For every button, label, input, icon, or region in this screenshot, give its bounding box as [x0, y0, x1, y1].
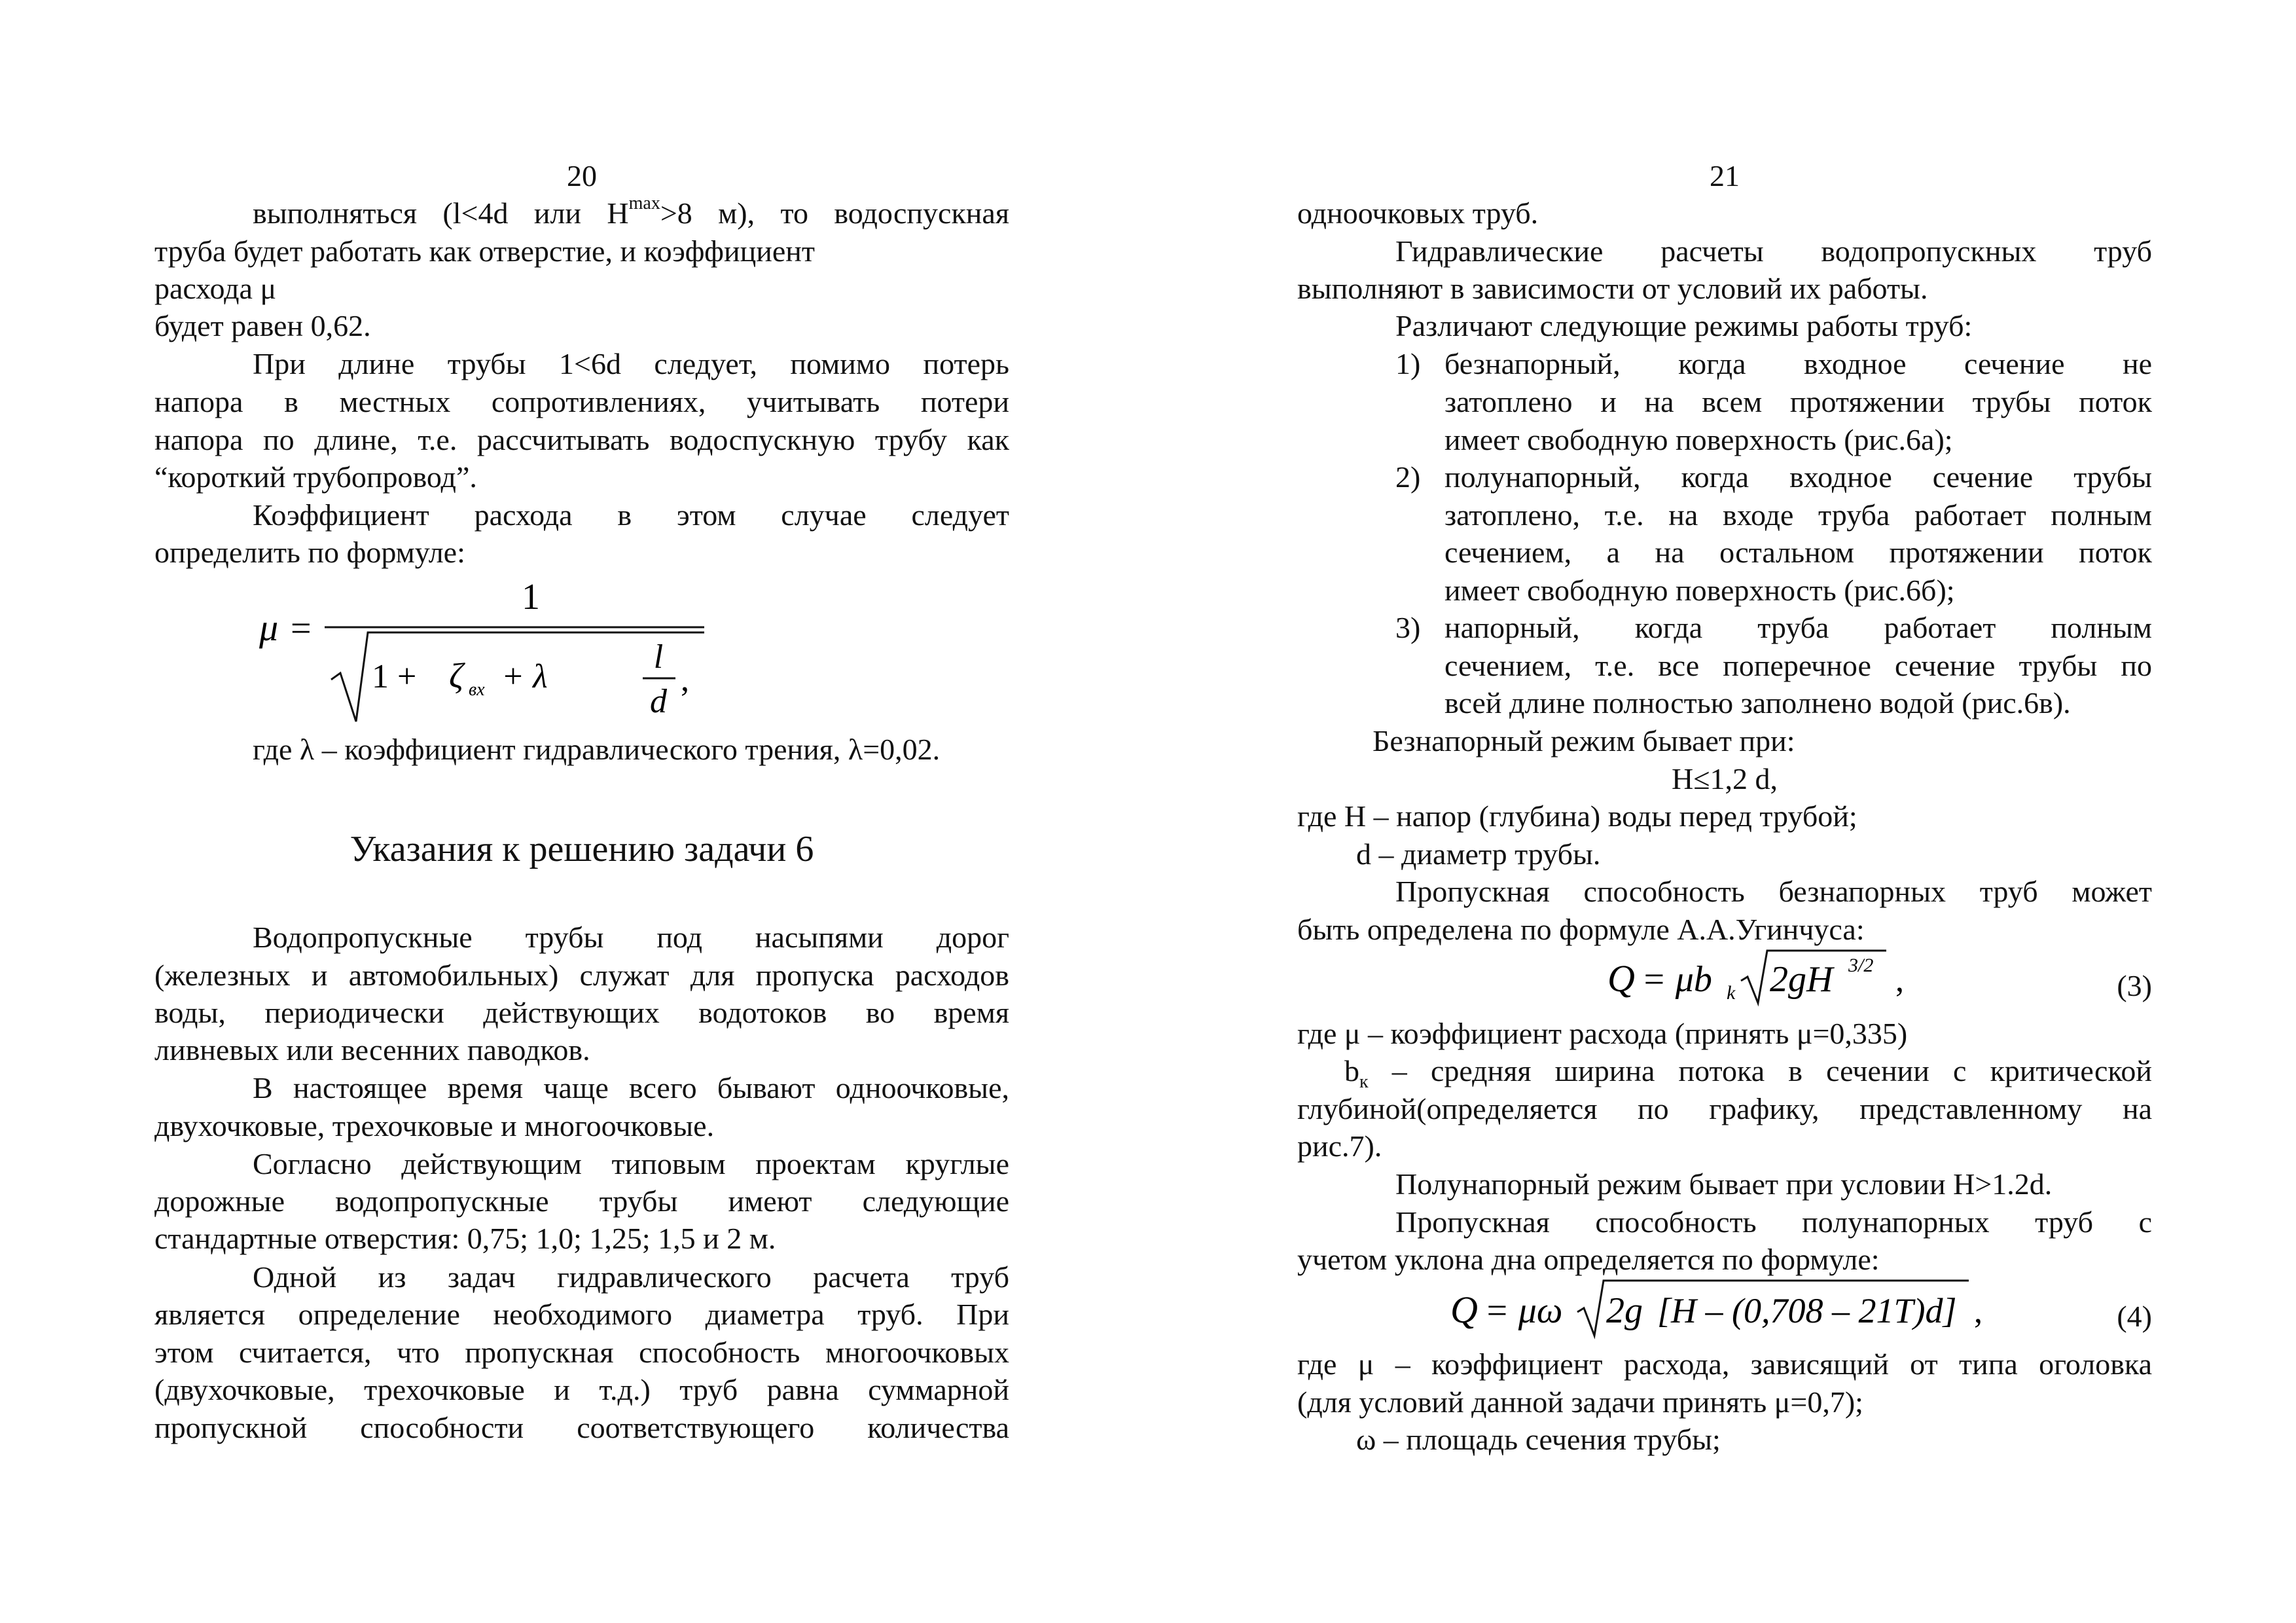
page-number-left: 20 — [567, 159, 597, 192]
text-line: напора по длине, т.е. рассчитывать водоспускную трубу как — [154, 423, 1009, 456]
list-item-line: затоплено и на всем протяжении трубы поток — [1444, 385, 2152, 418]
text-line: одноочковых труб. — [1297, 196, 1539, 230]
list-number: 2) — [1395, 460, 1421, 494]
formula-mu-zeta: ζ — [449, 656, 463, 695]
text-line: определить по формуле: — [154, 536, 465, 569]
text-line: воды, периодически действующих водотоков во время — [154, 996, 1009, 1029]
formula-3-rhs: = μb — [1641, 959, 1712, 1000]
text-line: Одной из задач гидравлического расчета труб — [253, 1260, 1009, 1294]
text-line: глубиной(определяется по графику, представленному на — [1297, 1092, 2152, 1125]
formula-3-sub: k — [1727, 982, 1736, 1004]
list-item-line: полунапорный, когда входное сечение трубы — [1444, 460, 2152, 494]
formula-4-bracket: [H – (0,708 – 21T)d] — [1657, 1291, 1957, 1330]
text-line: где μ – коэффициент расхода, зависящий от типа оголовка — [1297, 1347, 2152, 1381]
text-line: При длине трубы 1<6d следует, помимо потерь — [253, 347, 1009, 380]
formula-3-rad: 2gH — [1770, 959, 1833, 1000]
formula-3-lhs: Q — [1607, 957, 1635, 1000]
text-line: (железных и автомобильных) служат для пропуска расходов — [154, 958, 1009, 992]
text-line: ливневых или весенних паводков. — [154, 1033, 590, 1067]
right-page — [1297, 0, 2152, 1623]
formula-4-rad: 2g — [1606, 1290, 1643, 1331]
condition: H≤1,2 d, — [1672, 762, 1778, 795]
text-line: Водопропускные трубы под насыпями дорог — [253, 921, 1009, 954]
formula-mu-lhs: μ — [259, 606, 279, 649]
text-line: d – диаметр трубы. — [1356, 837, 1601, 871]
formula-mu — [253, 570, 724, 733]
text-line: является определение необходимого диаметра труб. При — [154, 1298, 1009, 1331]
equation-number: (3) — [2117, 969, 2152, 1002]
text-line: выполняют в зависимости от условий их работы. — [1297, 272, 1928, 305]
text-line: выполняться (l<4d или $H^{max}>8$ м), то водоспускная — [253, 193, 1009, 230]
text-line: двухочковые, трехочковые и многоочковые. — [154, 1109, 715, 1142]
text-line: “короткий трубопровод”. — [154, 460, 477, 494]
page-number-right: 21 — [1710, 159, 1740, 192]
formula-mu-comma: , — [681, 661, 689, 699]
text-line: Коэффициент расхода в этом случае следует — [253, 498, 1009, 532]
text-line: Различают следующие режимы работы труб: — [1395, 309, 1973, 342]
text-line: Согласно действующим типовым проектам круглые — [253, 1147, 1009, 1180]
formula-4 — [1448, 1270, 2037, 1342]
section-heading: Указания к решению задачи 6 — [350, 829, 814, 869]
text-line: расхода μ — [154, 272, 277, 305]
formula-mu-plus-lambda: + λ — [501, 658, 548, 695]
formula-mu-d: d — [650, 683, 667, 720]
text-line: Пропускная способность безнапорных труб может — [1395, 875, 2152, 908]
list-item-line: сечением, а на остальном протяжении поток — [1444, 536, 2152, 569]
formula-4-eq: = μω — [1484, 1290, 1563, 1331]
list-number: 3) — [1395, 611, 1421, 644]
text-line: рис.7). — [1297, 1129, 1382, 1163]
text-line: пропускной способности соответствующего количества — [154, 1411, 1009, 1444]
list-item-line: безнапорный, когда входное сечение не — [1444, 347, 2152, 380]
formula-3 — [1605, 941, 1919, 1007]
text-line: напора в местных сопротивлениях, учитывать потери — [154, 385, 1009, 418]
text-line: Полунапорный режим бывает при условии H>1.2d. — [1395, 1167, 2053, 1201]
list-item-line: имеет свободную поверхность (рис.6б); — [1444, 574, 1955, 607]
text-line: дорожные водопропускные трубы имеют следующие — [154, 1184, 1009, 1218]
text-line: В настоящее время чаще всего бывают одноочковые, — [253, 1071, 1009, 1104]
text-line: этом считается, что пропускная способность многоочковых — [154, 1336, 1009, 1369]
text-line: Безнапорный режим бывает при: — [1372, 724, 1795, 757]
list-item-line: затоплено, т.е. на входе труба работает полным — [1444, 498, 2152, 532]
text-line: ω – площадь сечения трубы; — [1356, 1423, 1721, 1456]
text-line: (для условий данной задачи принять μ=0,7); — [1297, 1385, 1863, 1419]
text-line: (двухочковые, трехочковые и т.д.) труб равна суммарной — [154, 1373, 1009, 1406]
formula-3-comma: , — [1895, 962, 1904, 999]
formula-mu-eq: = — [291, 608, 312, 649]
formula-4-lhs: Q — [1450, 1288, 1478, 1331]
formula-mu-numerator: 1 — [522, 577, 540, 617]
text-line: $b_к$ – средняя ширина потока в сечении с критической — [1344, 1054, 2152, 1093]
text-line: стандартные отверстия: 0,75; 1,0; 1,25; 1,5 и 2 м. — [154, 1222, 776, 1255]
list-item-line: имеет свободную поверхность (рис.6а); — [1444, 423, 1953, 456]
formula-mu-zeta-sub: вх — [469, 680, 485, 700]
list-item-line: напорный, когда труба работает полным — [1444, 611, 2152, 644]
text-line: Пропускная способность полунапорных труб с — [1395, 1205, 2152, 1239]
list-number: 1) — [1395, 347, 1421, 380]
formula-mu-l: l — [653, 638, 664, 676]
formula-3-exp: 3/2 — [1848, 955, 1874, 976]
list-item-line: всей длине полностью заполнено водой (рис.6в). — [1444, 686, 2071, 720]
text-line: труба будет работать как отверстие, и коэффициент — [154, 234, 815, 268]
text-line: будет равен 0,62. — [154, 309, 371, 342]
list-item-line: сечением, т.е. все поперечное сечение трубы по — [1444, 649, 2152, 682]
left-page — [154, 0, 1009, 1623]
text-line: Гидравлические расчеты водопропускных труб — [1395, 234, 2152, 268]
equation-number: (4) — [2117, 1300, 2152, 1333]
formula-mu-one-plus: 1 + — [372, 658, 417, 695]
text-line: учетом уклона дна определяется по формуле: — [1297, 1243, 1880, 1276]
text-line: быть определена по формуле А.А.Угинчуса: — [1297, 913, 1865, 946]
text-line: где H – напор (глубина) воды перед трубой; — [1297, 799, 1857, 833]
text-line: где μ – коэффициент расхода (принять μ=0,335) — [1297, 1017, 1908, 1050]
text-line: где λ – коэффициент гидравлического трения, λ=0,02. — [253, 733, 941, 766]
formula-4-comma: , — [1974, 1293, 1982, 1330]
